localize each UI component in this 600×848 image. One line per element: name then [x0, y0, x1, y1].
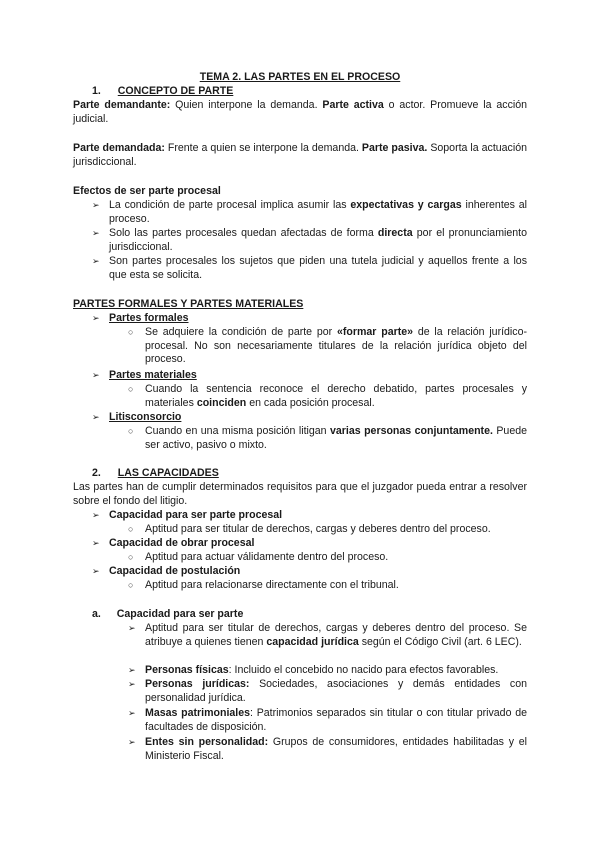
list-item — [145, 425, 527, 452]
text: por el pronunciamiento jurisdiccional. — [109, 227, 527, 253]
list-item — [145, 383, 527, 410]
arrow-bullet-icon: ➢ — [128, 665, 136, 675]
emphasis: «formar parte» — [336, 326, 414, 338]
arrow-bullet-icon: ➢ — [92, 510, 100, 520]
text: Cuando la sentencia reconoce el derecho debatido, partes procesales y materiales — [145, 383, 527, 409]
subheading: Capacidad de postulación — [109, 565, 241, 577]
arrow-bullet-icon: ➢ — [92, 256, 100, 266]
term: Personas jurídicas: — [145, 678, 250, 690]
list-item — [145, 664, 527, 678]
list-item — [109, 227, 527, 254]
section-title: LAS CAPACIDADES — [117, 467, 219, 479]
text: inherentes al proceso. — [109, 199, 528, 225]
parte-demandada-paragraph — [73, 142, 527, 169]
term: Parte demandante: — [73, 99, 171, 111]
arrow-bullet-icon: ➢ — [92, 370, 100, 380]
section-title: CONCEPTO DE PARTE — [117, 85, 234, 97]
section-number: 2. — [92, 467, 101, 479]
emphasis: expectativas y cargas — [350, 199, 462, 211]
list-item — [109, 255, 527, 282]
subheading: Capacidad para ser parte procesal — [109, 509, 283, 521]
text: Grupos de consumidores, entidades habilitadas y el Ministerio Fiscal. — [145, 736, 527, 762]
list-item — [145, 326, 527, 367]
text: Se adquiere la condición de parte por — [145, 326, 337, 338]
list-item: Aptitud para ser titular de derechos, cargas y deberes dentro del proceso. — [145, 523, 491, 535]
subheading: Partes materiales — [109, 369, 197, 381]
text: Sociedades, asociaciones y demás entidades con personalidad jurídica. — [145, 678, 527, 704]
list-item — [145, 736, 527, 763]
section-a-heading — [92, 608, 243, 622]
subheading: Partes formales — [109, 312, 189, 324]
circle-bullet-icon: ○ — [128, 426, 134, 436]
text: Quien interpone la demanda. — [170, 99, 323, 111]
text: según el Código Civil (art. 6 LEC). — [358, 635, 522, 648]
text: Solo las partes procesales quedan afectadas de forma — [109, 227, 378, 239]
list-item — [145, 678, 527, 705]
arrow-bullet-icon: ➢ — [92, 313, 100, 323]
section-2-heading — [92, 467, 219, 481]
circle-bullet-icon: ○ — [128, 552, 134, 562]
emphasis: directa — [377, 227, 413, 239]
arrow-bullet-icon: ➢ — [128, 737, 136, 747]
text: Puede ser activo, pasivo o mixto. — [145, 425, 528, 451]
efectos-heading: Efectos de ser parte procesal — [73, 185, 221, 197]
arrow-bullet-icon: ➢ — [92, 228, 100, 238]
subheading: Litisconsorcio — [109, 411, 182, 423]
circle-bullet-icon: ○ — [128, 384, 134, 394]
text: Son partes procesales los sujetos que piden una tutela judicial y aquellos frente a los que esta se solicita. — [109, 255, 527, 281]
term-bold: Parte activa — [322, 99, 384, 111]
text: Soporta la actuación jurisdiccional. — [73, 142, 527, 168]
parte-demandante-paragraph — [73, 99, 527, 126]
arrow-bullet-icon: ➢ — [92, 538, 100, 548]
text: Aptitud para ser titular de derechos, cargas y deberes dentro del proceso. Se atribuye a quienes tienen — [145, 622, 527, 648]
arrow-bullet-icon: ➢ — [92, 566, 100, 576]
term: Parte demandada: — [73, 142, 165, 154]
section-1-heading — [92, 85, 233, 99]
section-title: Capacidad para ser parte — [116, 608, 244, 620]
arrow-bullet-icon: ➢ — [92, 200, 100, 210]
circle-bullet-icon: ○ — [128, 327, 134, 337]
arrow-bullet-icon: ➢ — [128, 623, 136, 633]
list-item: Aptitud para relacionarse directamente con el tribunal. — [145, 579, 399, 591]
circle-bullet-icon: ○ — [128, 524, 134, 534]
capacidades-intro: Las partes han de cumplir determinados requisitos para que el juzgador pueda entrar a resolver sobre el fondo del litigio. — [73, 481, 527, 507]
arrow-bullet-icon: ➢ — [92, 412, 100, 422]
list-item: Aptitud para actuar válidamente dentro del proceso. — [145, 551, 389, 563]
formales-heading: PARTES FORMALES Y PARTES MATERIALES — [73, 298, 304, 310]
text: en cada posición procesal. — [246, 396, 375, 409]
document-title: TEMA 2. LAS PARTES EN EL PROCESO — [199, 71, 401, 83]
emphasis: coinciden — [196, 396, 247, 409]
section-number: 1. — [92, 85, 101, 97]
text: o actor. Promueve la acción judicial. — [73, 99, 528, 125]
arrow-bullet-icon: ➢ — [128, 708, 136, 718]
text: : Patrimonios separados sin titular o con titular privado de facultades de disposición. — [145, 707, 527, 733]
text: : Incluido el concebido no nacido para efectos favorables. — [228, 664, 499, 676]
term: Personas físicas — [145, 664, 229, 676]
section-number: a. — [92, 608, 101, 620]
list-item — [145, 622, 527, 649]
text: de la relación jurídico-procesal. No son necesariamente titulares de la relación jurídica objeto del proceso. — [145, 326, 528, 366]
arrow-bullet-icon: ➢ — [128, 679, 136, 689]
emphasis: capacidad jurídica — [266, 635, 359, 648]
text: Cuando en una misma posición litigan — [145, 425, 330, 437]
subheading: Capacidad de obrar procesal — [109, 537, 255, 549]
term: Entes sin personalidad: — [145, 736, 269, 748]
term: Masas patrimoniales — [145, 707, 251, 719]
emphasis: varias personas conjuntamente. — [330, 425, 493, 437]
term-bold: Parte pasiva. — [361, 142, 428, 154]
list-item — [109, 199, 527, 226]
text: La condición de parte procesal implica asumir las — [109, 199, 351, 211]
text: Frente a quien se interpone la demanda. — [164, 142, 362, 154]
list-item — [145, 707, 527, 734]
circle-bullet-icon: ○ — [128, 580, 134, 590]
